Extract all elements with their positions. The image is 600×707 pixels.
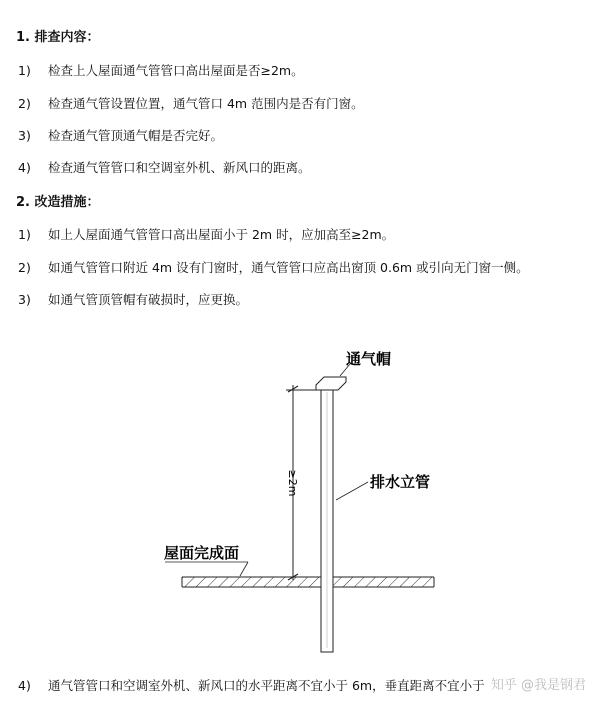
item-text: 检查通气管设置位置，通气管口 4m 范围内是否有门窗。	[48, 96, 364, 111]
section1-item-4	[18, 158, 311, 176]
roof-leader-tick	[240, 562, 248, 576]
pipe-leader	[336, 482, 368, 500]
roof-finish-label: 屋面完成面	[164, 544, 240, 562]
item-text: 检查通气管管口和空调室外机、新风口的距离。	[48, 160, 311, 175]
item-text: 如通气管顶管帽有破损时，应更换。	[48, 292, 249, 307]
section2-item-2	[18, 258, 529, 276]
item-text: 检查通气管顶通气帽是否完好。	[48, 128, 224, 143]
section1-title: 1. 排查内容：	[16, 30, 100, 45]
vent-pipe-diagram	[0, 330, 600, 660]
item-number: 4)	[18, 160, 31, 175]
section1-item-3	[18, 126, 223, 144]
item-number: 1)	[18, 63, 31, 78]
item-number: 2)	[18, 96, 31, 111]
item-text: 如上人屋面通气管管口高出屋面小于 2m 时，应加高至≥2m。	[48, 227, 395, 242]
section1-item-2	[18, 94, 364, 112]
item-text: 检查上人屋面通气管管口高出屋面是否≥2m。	[48, 63, 304, 78]
section2-title: 2. 改造措施：	[16, 195, 100, 210]
drainage-riser-pipe	[321, 390, 333, 652]
vent-cap-label: 通气帽	[346, 350, 392, 368]
item-number: 3)	[18, 292, 31, 307]
vent-cap-shape	[316, 377, 346, 390]
footer-item-4	[18, 676, 485, 694]
section1-item-1	[18, 61, 304, 79]
watermark: 知乎 @我是钢君	[490, 678, 586, 693]
dimension-label: ≥2m	[286, 469, 299, 497]
item-number: 2)	[18, 260, 31, 275]
section2-item-3	[18, 290, 248, 308]
roof-slab	[182, 577, 434, 587]
item-number: 3)	[18, 128, 31, 143]
item-text: 如通气管管口附近 4m 设有门窗时，通气管管口应高出窗顶 0.6m 或引向无门窗一侧。	[48, 260, 529, 275]
item-number: 1)	[18, 227, 31, 242]
section2-item-1	[18, 225, 394, 243]
item-text: 通气管管口和空调室外机、新风口的水平距离不宜小于 6m，垂直距离不宜小于	[48, 678, 485, 693]
drainage-riser-label: 排水立管	[370, 473, 431, 491]
item-number: 4)	[18, 678, 31, 693]
